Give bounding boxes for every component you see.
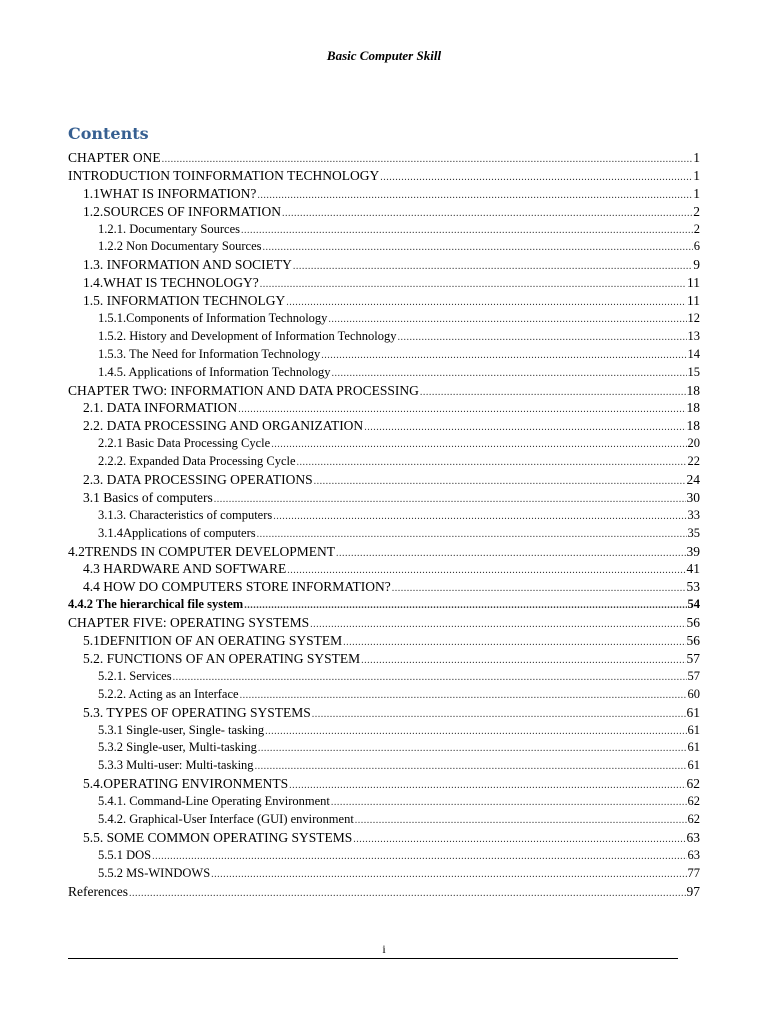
toc-entry-label: 5.4.OPERATING ENVIRONMENTS <box>83 776 289 792</box>
footer-rule <box>68 958 678 959</box>
toc-dot-leader <box>321 347 686 365</box>
toc-entry-label: 2.1. DATA INFORMATION <box>83 400 238 416</box>
toc-entry-page-number: 56 <box>686 615 700 631</box>
toc-entry[interactable] <box>68 238 700 256</box>
toc-dot-leader <box>257 526 687 544</box>
toc-entry[interactable] <box>68 364 700 382</box>
toc-entry-page-number: 39 <box>686 543 700 559</box>
toc-entry[interactable] <box>68 417 700 435</box>
toc-entry-page-number: 60 <box>687 686 700 701</box>
toc-entry-label: 5.2.2. Acting as an Interface <box>98 686 239 701</box>
toc-dot-leader <box>314 473 686 491</box>
toc-entry[interactable] <box>68 471 700 489</box>
toc-entry-page-number: 62 <box>687 811 700 826</box>
toc-entry-label: 4.3 HARDWARE AND SOFTWARE <box>83 561 287 577</box>
toc-entry-page-number: 13 <box>687 328 700 343</box>
toc-entry[interactable] <box>68 256 700 274</box>
toc-dot-leader <box>355 812 687 830</box>
toc-entry-label: 5.3.1 Single-user, Single- tasking <box>98 722 265 737</box>
toc-entry-page-number: 61 <box>687 740 700 755</box>
toc-entry-page-number: 22 <box>687 454 700 469</box>
toc-entry-page-number: 18 <box>686 400 700 416</box>
running-header: Basic Computer Skill <box>326 48 442 63</box>
toc-entry-page-number: 11 <box>687 293 700 309</box>
toc-entry[interactable] <box>68 453 700 471</box>
toc-dot-leader <box>420 384 686 402</box>
toc-entry[interactable] <box>68 596 700 614</box>
toc-entry[interactable] <box>68 757 700 775</box>
toc-entry-label: 5.4.1. Command-Line Operating Environment <box>98 794 330 809</box>
toc-entry[interactable] <box>68 793 700 811</box>
toc-entry[interactable] <box>68 632 700 650</box>
toc-entry[interactable] <box>68 149 700 167</box>
toc-entry-page-number: 11 <box>687 275 700 291</box>
toc-entry-page-number: 6 <box>693 239 700 254</box>
toc-dot-leader <box>343 634 685 652</box>
toc-entry[interactable] <box>68 578 700 596</box>
toc-entry[interactable] <box>68 543 700 561</box>
toc-dot-leader <box>260 276 686 294</box>
toc-dot-leader <box>364 419 685 437</box>
toc-entry-label: 4.4.2 The hierarchical file system <box>68 597 244 612</box>
toc-dot-leader <box>255 758 687 776</box>
toc-entry-label: 5.3.2 Single-user, Multi-tasking <box>98 740 257 755</box>
toc-entry-label: 1.5.1.Components of Information Technology <box>98 311 328 326</box>
toc-entry-label: 1.4.WHAT IS TECHNOLOGY? <box>83 275 259 291</box>
toc-entry-label: 5.5.1 DOS <box>98 847 152 862</box>
toc-dot-leader <box>244 597 686 615</box>
toc-entry-page-number: 63 <box>687 847 700 862</box>
toc-dot-leader <box>152 848 686 866</box>
toc-entry[interactable] <box>68 525 700 543</box>
toc-dot-leader <box>310 616 685 634</box>
toc-entry-label: 1.2.SOURCES OF INFORMATION <box>83 203 282 219</box>
toc-entry-label: 5.2.1. Services <box>98 668 172 683</box>
toc-entry-label: INTRODUCTION TOINFORMATION TECHNOLOGY <box>68 167 380 183</box>
toc-entry[interactable] <box>68 614 700 632</box>
toc-dot-leader <box>286 294 686 312</box>
toc-entry-page-number: 61 <box>687 722 700 737</box>
toc-dot-leader <box>214 491 686 509</box>
toc-entry-page-number: 9 <box>693 257 700 273</box>
toc-entry-page-number: 2 <box>693 203 700 219</box>
toc-entry-label: 1.5.3. The Need for Information Technology <box>98 346 321 361</box>
toc-entry-label: 2.2. DATA PROCESSING AND ORGANIZATION <box>83 418 364 434</box>
toc-entry-label: 1.2.2 Non Documentary Sources <box>98 239 262 254</box>
toc-entry-label: 5.3.3 Multi-user: Multi-tasking <box>98 758 254 773</box>
toc-entry[interactable] <box>68 811 700 829</box>
toc-dot-leader <box>241 222 693 240</box>
toc-entry[interactable] <box>68 686 700 704</box>
toc-dot-leader <box>380 169 692 187</box>
toc-dot-leader <box>263 239 693 257</box>
toc-entry-label: CHAPTER FIVE: OPERATING SYSTEMS <box>68 615 310 631</box>
toc-dot-leader <box>240 687 687 705</box>
toc-dot-leader <box>398 329 687 347</box>
toc-entry-page-number: 1 <box>693 150 700 165</box>
toc-entry[interactable] <box>68 292 700 310</box>
toc-entry-page-number: 41 <box>686 561 700 577</box>
toc-entry-page-number: 1 <box>693 167 700 183</box>
toc-entry[interactable] <box>68 221 700 239</box>
toc-entry-label: 2.2.1 Basic Data Processing Cycle <box>98 436 271 451</box>
toc-entry-page-number: 24 <box>686 472 700 488</box>
toc-entry-page-number: 62 <box>686 776 700 792</box>
toc-entry-page-number: 57 <box>687 668 700 683</box>
toc-entry-page-number: 63 <box>686 829 700 845</box>
toc-entry[interactable] <box>68 167 700 185</box>
toc-entry-page-number: 12 <box>687 311 700 326</box>
toc-entry-page-number: 18 <box>686 382 700 398</box>
toc-entry-label: 1.3. INFORMATION AND SOCIETY <box>83 257 292 273</box>
table-of-contents <box>68 149 700 900</box>
toc-entry-label: 5.4.2. Graphical-User Interface (GUI) environment <box>98 811 354 826</box>
toc-entry-page-number: 57 <box>686 650 700 666</box>
toc-entry[interactable] <box>68 435 700 453</box>
toc-dot-leader <box>328 311 686 329</box>
toc-entry-label: CHAPTER TWO: INFORMATION AND DATA PROCESSING <box>68 382 419 398</box>
toc-entry-page-number: 53 <box>686 579 700 595</box>
toc-entry-label: References <box>68 883 128 899</box>
toc-dot-leader <box>336 545 685 563</box>
toc-entry-label: 3.1.3. Characteristics of computers <box>98 507 273 522</box>
toc-entry-page-number: 2 <box>693 221 700 236</box>
toc-entry-page-number: 61 <box>686 704 700 720</box>
toc-entry-label: 1.5.2. History and Development of Information Technology <box>98 328 397 343</box>
toc-entry-label: 4.4 HOW DO COMPUTERS STORE INFORMATION? <box>83 579 391 595</box>
toc-entry-page-number: 14 <box>687 346 700 361</box>
toc-entry-page-number: 54 <box>687 597 700 612</box>
toc-entry[interactable] <box>68 650 700 668</box>
toc-entry[interactable] <box>68 274 700 292</box>
toc-entry-page-number: 61 <box>687 758 700 773</box>
toc-entry-page-number: 15 <box>687 364 700 379</box>
toc-entry-page-number: 77 <box>687 865 700 880</box>
toc-dot-leader <box>265 723 686 741</box>
toc-entry[interactable] <box>68 560 700 578</box>
toc-entry[interactable] <box>68 507 700 525</box>
toc-dot-leader <box>353 831 685 849</box>
toc-dot-leader <box>129 885 686 903</box>
toc-entry-label: 5.5. SOME COMMON OPERATING SYSTEMS <box>83 829 353 845</box>
toc-entry-label: 5.3. TYPES OF OPERATING SYSTEMS <box>83 704 311 720</box>
toc-dot-leader <box>332 365 687 383</box>
toc-entry-page-number: 30 <box>686 489 700 505</box>
toc-entry[interactable] <box>68 489 700 507</box>
toc-entry[interactable] <box>68 668 700 686</box>
toc-entry-page-number: 62 <box>687 794 700 809</box>
toc-dot-leader <box>331 794 687 812</box>
toc-entry-label: 3.1.4Applications of computers <box>98 525 256 540</box>
toc-dot-leader <box>271 436 686 454</box>
toc-entry-label: 5.2. FUNCTIONS OF AN OPERATING SYSTEM <box>83 650 361 666</box>
toc-entry[interactable] <box>68 310 700 328</box>
toc-entry-label: 1.2.1. Documentary Sources <box>98 221 240 236</box>
toc-entry[interactable] <box>68 739 700 757</box>
toc-entry-label: 4.2TRENDS IN COMPUTER DEVELOPMENT <box>68 543 336 559</box>
toc-dot-leader <box>273 508 686 526</box>
toc-entry-label: 1.5. INFORMATION TECHNOLGY <box>83 293 286 309</box>
toc-entry-page-number: 33 <box>687 507 700 522</box>
toc-entry-page-number: 97 <box>686 883 700 899</box>
toc-dot-leader <box>297 454 687 472</box>
toc-entry-label: 5.1DEFNITION OF AN OERATING SYSTEM <box>83 633 343 649</box>
toc-entry[interactable] <box>68 328 700 346</box>
toc-dot-leader <box>293 258 692 276</box>
toc-entry-page-number: 35 <box>687 525 700 540</box>
toc-entry-label: 3.1 Basics of computers <box>83 489 213 505</box>
toc-entry-page-number: 1 <box>693 185 700 201</box>
toc-entry-page-number: 56 <box>686 633 700 649</box>
toc-entry[interactable] <box>68 346 700 364</box>
page-number: i <box>382 942 386 956</box>
toc-dot-leader <box>361 652 685 670</box>
toc-entry-label: 5.5.2 MS-WINDOWS <box>98 865 211 880</box>
toc-dot-leader <box>392 580 686 598</box>
toc-dot-leader <box>289 777 685 795</box>
toc-entry[interactable] <box>68 399 700 417</box>
toc-entry[interactable] <box>68 775 700 793</box>
toc-dot-leader <box>282 205 692 223</box>
toc-entry[interactable] <box>68 704 700 722</box>
toc-dot-leader <box>312 706 686 724</box>
toc-entry[interactable] <box>68 203 700 221</box>
toc-entry-label: 2.2.2. Expanded Data Processing Cycle <box>98 454 296 469</box>
toc-entry-label: 1.4.5. Applications of Information Technology <box>98 364 331 379</box>
toc-entry[interactable] <box>68 847 700 865</box>
toc-dot-leader <box>257 187 692 205</box>
toc-entry-label: 1.1WHAT IS INFORMATION? <box>83 185 257 201</box>
toc-entry-label: 2.3. DATA PROCESSING OPERATIONS <box>83 472 313 488</box>
contents-heading: Contents <box>68 124 149 143</box>
toc-entry[interactable] <box>68 829 700 847</box>
toc-dot-leader <box>258 740 687 758</box>
toc-entry[interactable] <box>68 185 700 203</box>
toc-dot-leader <box>211 866 686 884</box>
toc-entry[interactable] <box>68 865 700 883</box>
toc-entry-label: CHAPTER ONE <box>68 150 161 165</box>
toc-entry-page-number: 18 <box>686 418 700 434</box>
toc-entry[interactable] <box>68 883 700 901</box>
toc-entry[interactable] <box>68 382 700 400</box>
toc-entry-page-number: 20 <box>687 436 700 451</box>
toc-entry[interactable] <box>68 722 700 740</box>
toc-dot-leader <box>173 669 687 687</box>
